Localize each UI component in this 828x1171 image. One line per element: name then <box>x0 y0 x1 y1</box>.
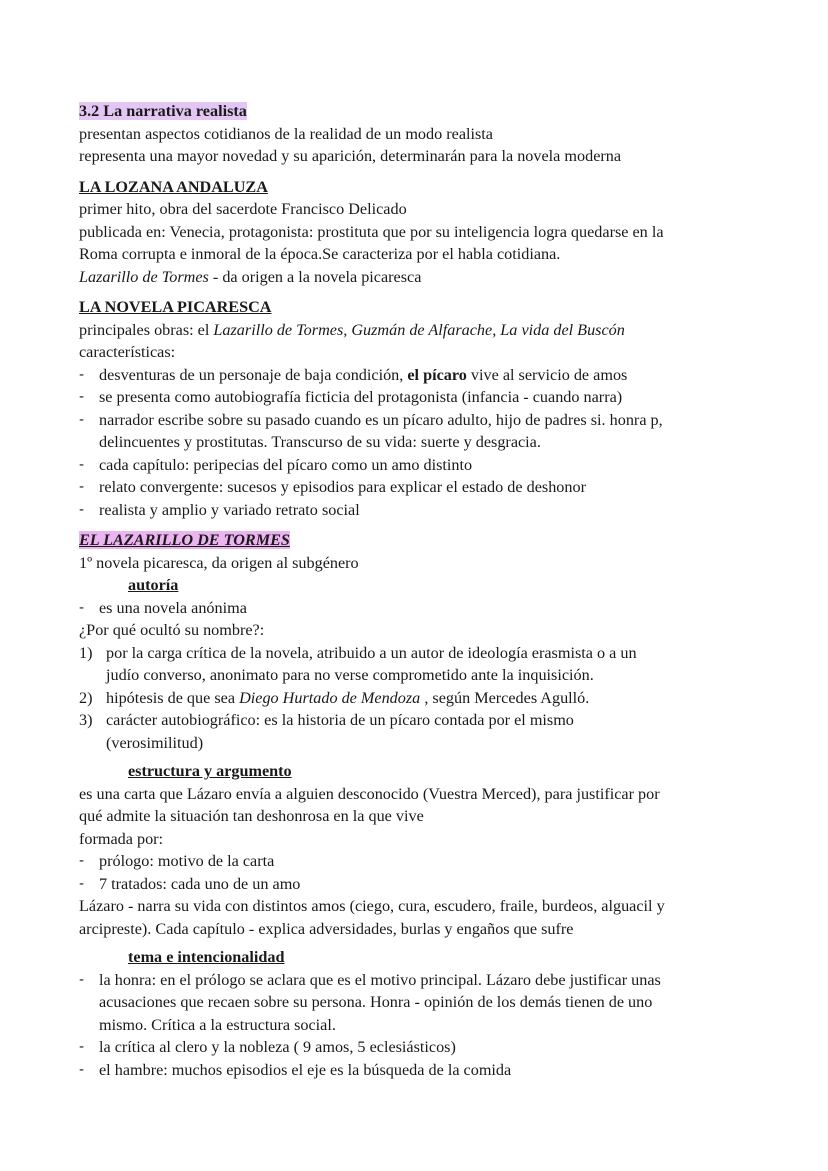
text-run: realista y amplio y variado retrato social <box>99 500 360 519</box>
text-run: se presenta como autobiografía ficticia del protagonista (infancia - cuando narra) <box>99 388 623 406</box>
list-item <box>79 476 769 499</box>
text-run: es una novela anónima <box>99 598 247 617</box>
list-item-continuation: delincuentes y prostitutas. Transcurso de su vida: suerte y desgracia. <box>99 433 541 451</box>
text-run: el hambre: muchos episodios el eje es la búsqueda de la comida <box>99 1060 512 1079</box>
list-item <box>79 1036 769 1059</box>
numbered-item <box>79 687 769 710</box>
numbered-item-continuation: (verosimilitud) <box>106 733 204 752</box>
paragraph-line: Roma corrupta e inmoral de la época.Se caracteriza por el habla cotidiana. <box>79 245 561 263</box>
dash-bullet: - <box>79 366 85 383</box>
list-item <box>79 409 769 432</box>
dash-bullet: - <box>79 456 85 473</box>
subheading-autoria: autoría <box>128 576 179 594</box>
paragraph-line: primer hito, obra del sacerdote Francisco Delicado <box>79 200 407 218</box>
paragraph-line: es una carta que Lázaro envía a alguien desconocido (Vuestra Merced), para justificar por <box>79 784 660 803</box>
number-marker: 2) <box>79 688 93 707</box>
text-run: relato convergente: sucesos y episodios para explicar el estado de deshonor <box>99 478 586 496</box>
numbered-item <box>79 709 769 732</box>
italic-name: Diego Hurtado de Mendoza <box>239 688 421 707</box>
number-marker: 1) <box>79 643 93 662</box>
paragraph-line: presentan aspectos cotidianos de la realidad de un modo realista <box>79 124 493 143</box>
section-heading-picaresca: LA NOVELA PICARESCA <box>79 298 272 316</box>
dash-bullet: - <box>79 1039 85 1055</box>
text-run: narrador escribe sobre su pasado cuando es un pícaro adulto, hijo de padres si. honra p, <box>99 410 663 429</box>
number-marker: 3) <box>79 711 93 729</box>
list-item <box>79 454 769 477</box>
dash-bullet: - <box>79 479 85 495</box>
dash-bullet: - <box>79 1061 85 1078</box>
bold-term: el pícaro <box>407 365 467 384</box>
subheading-estructura: estructura y argumento <box>128 762 292 780</box>
highlighted-title: 3.2 La narrativa realista <box>79 102 247 120</box>
highlighted-title: EL LAZARILLO DE TORMES <box>79 531 290 549</box>
text-run: cada capítulo: peripecias del pícaro como un amo distinto <box>99 455 473 474</box>
dash-bullet: - <box>79 599 85 616</box>
numbered-item <box>79 642 769 665</box>
paragraph-line: formada por: <box>79 829 164 848</box>
list-item <box>79 364 769 387</box>
dash-bullet: - <box>79 971 85 988</box>
italic-works: Lazarillo de Tormes, Guzmán de Alfarache, La vida del Buscón <box>213 320 625 339</box>
text-run: vive al servicio de amos <box>466 365 628 384</box>
text-run: por la carga crítica de la novela, atribuido a un autor de ideología erasmista o a un <box>106 643 637 662</box>
text-run: la crítica al clero y la nobleza ( 9 amos, 5 eclesiásticos) <box>99 1038 456 1056</box>
list-item <box>79 873 769 896</box>
dash-bullet: - <box>79 853 85 869</box>
italic-title: Lazarillo de Tormes <box>79 267 209 286</box>
dash-bullet: - <box>79 875 85 892</box>
list-item <box>79 597 769 620</box>
text-run: 7 tratados: cada uno de un amo <box>99 874 301 893</box>
paragraph-line: ¿Por qué ocultó su nombre?: <box>79 621 265 639</box>
list-item <box>79 1059 769 1082</box>
paragraph-line <box>79 266 769 289</box>
paragraph-line: características: <box>79 343 176 361</box>
dash-bullet: - <box>79 411 85 428</box>
list-item-continuation: acusaciones que recaen sobre su persona. Honra - opinión de los demás tienen de uno <box>99 993 653 1011</box>
text-run: la honra: en el prólogo se aclara que es el motivo principal. Lázaro debe justificar unas <box>99 970 661 989</box>
list-item-continuation: mismo. Crítica a la estructura social. <box>99 1015 336 1034</box>
text-run: carácter autobiográfico: es la historia de un pícaro contada por el mismo <box>106 711 574 729</box>
paragraph-line: 1º novela picaresca, da origen al subgénero <box>79 553 359 572</box>
text-run: - da origen a la novela picaresca <box>208 267 422 286</box>
list-item <box>79 386 769 409</box>
subheading-tema: tema e intencionalidad <box>128 948 285 966</box>
section-heading-narrativa <box>79 100 769 123</box>
list-item <box>79 499 769 522</box>
paragraph-line: representa una mayor novedad y su aparición, determinarán para la novela moderna <box>79 147 622 165</box>
list-item <box>79 850 769 873</box>
text-run: prólogo: motivo de la carta <box>99 852 275 870</box>
list-item <box>79 969 769 992</box>
text-run: principales obras: el <box>79 320 214 339</box>
numbered-item-continuation: judío converso, anonimato para no verse comprometido ante la inquisición. <box>106 666 594 684</box>
paragraph-line <box>79 319 769 342</box>
paragraph-line: Lázaro - narra su vida con distintos amos (ciego, cura, escudero, fraile, burdeos, alguacil y <box>79 897 665 915</box>
paragraph-line: qué admite la situación tan deshonrosa en la que vive <box>79 807 424 825</box>
document-page <box>79 100 769 1081</box>
text-run: desventuras de un personaje de baja condición, <box>99 365 408 384</box>
dash-bullet: - <box>79 501 85 518</box>
text-run: , según Mercedes Agulló. <box>420 688 590 707</box>
text-run: hipótesis de que sea <box>106 688 240 707</box>
section-heading-lazarillo <box>79 529 769 552</box>
section-heading-lozana: LA LOZANA ANDALUZA <box>79 177 268 196</box>
paragraph-line: publicada en: Venecia, protagonista: prostituta que por su inteligencia logra quedarse en la <box>79 222 664 241</box>
paragraph-line: arcipreste). Cada capítulo - explica adversidades, burlas y engaños que sufre <box>79 919 574 938</box>
dash-bullet: - <box>79 389 85 405</box>
